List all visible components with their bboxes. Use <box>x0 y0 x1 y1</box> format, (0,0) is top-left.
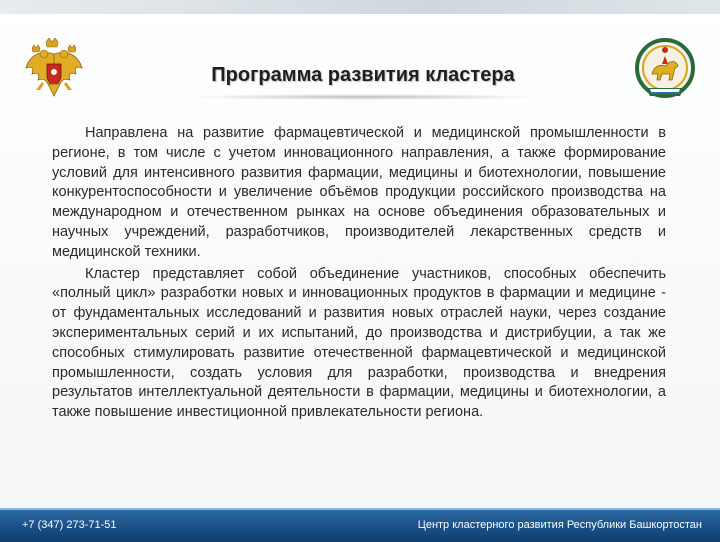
footer-bar <box>0 508 720 542</box>
footer-organization: Центр кластерного развития Республики Башкортостан <box>417 519 702 531</box>
paragraph-2: Кластер представляет собой объединение участников, способных обеспечить «полный цикл» разработки новых и инновационных продуктов в фармации и медицине - от фундаментальных исследований и развития новых отраслей науки, через создание экспериментальных серий и их испытаний, до производства и дистрибуции, а так же способных стимулировать развитие отечественной фармацевтической и медицинской промышленности, создать условия для разработки, производства и внедрения результатов интеллектуальной деятельности в фармации, медицины и биотехнологии, а также повышение инвестиционной привлекательности региона. <box>52 265 666 421</box>
body-text <box>52 124 666 425</box>
russian-coat-of-arms-icon <box>24 38 84 102</box>
page-title: Программа развития кластера <box>211 64 515 86</box>
title-wrap <box>168 64 558 100</box>
bashkortostan-coat-of-arms-icon <box>632 36 698 102</box>
paragraph-1: Направлена на развитие фармацевтической и медицинской промышленности в регионе, в том числе с учетом инновационного направления, а также формирование условий для интенсивного развития фармации, медицины и биотехнологии, повышение конкурентоспособности и увеличение объёмов продукции российского производства на международном и отечественном рынках на основе объединения образовательных и научных учреждений, разработчиков, производителей лекарственных средств и медицинской техники. <box>52 125 666 260</box>
top-band <box>0 0 720 14</box>
title-underline-shadow <box>182 94 542 100</box>
footer-phone: +7 (347) 273-71-51 <box>22 519 117 531</box>
